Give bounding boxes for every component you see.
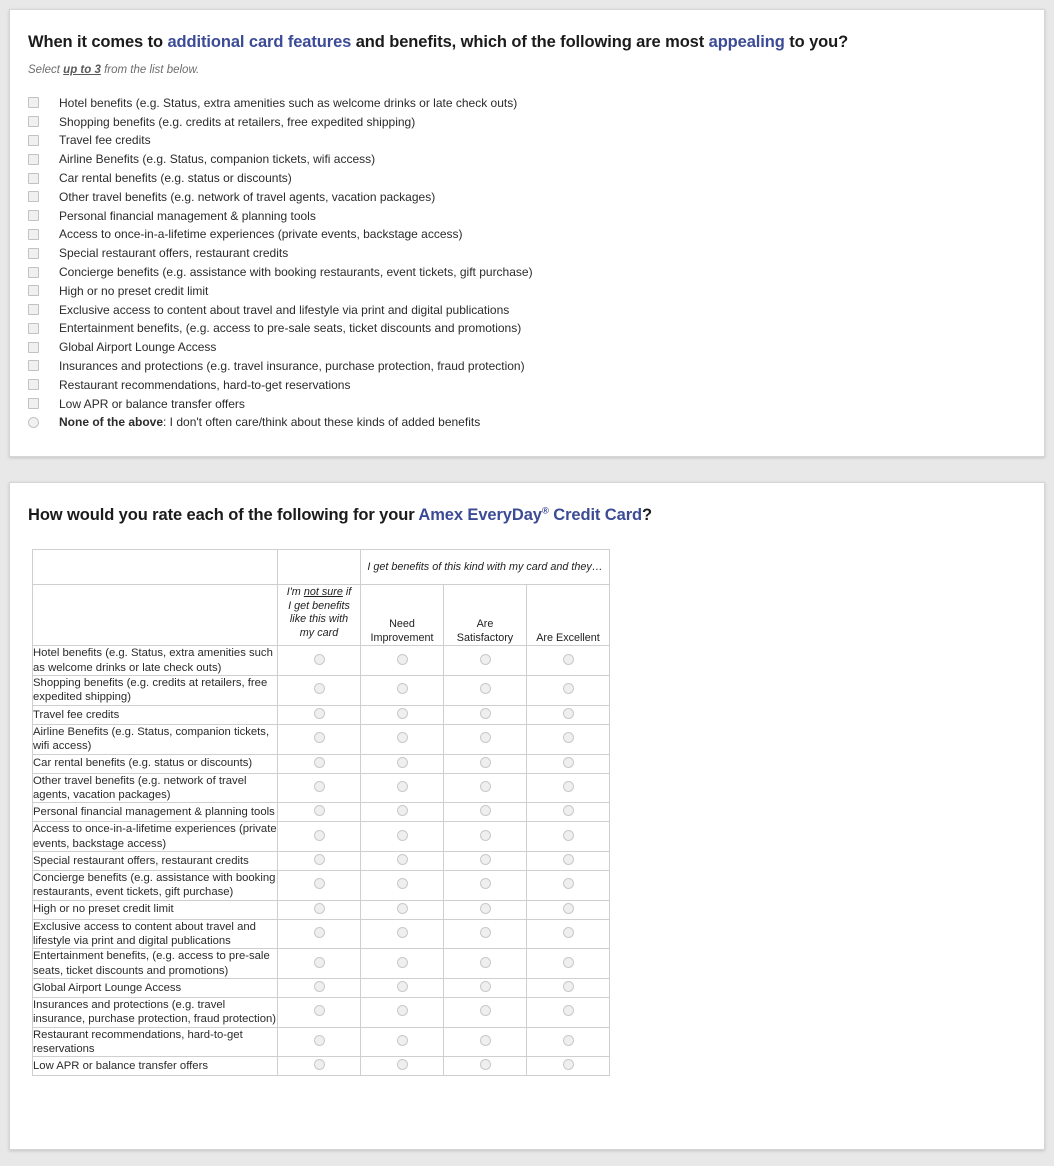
matrix-option-cell[interactable] (361, 997, 444, 1027)
matrix-option-cell[interactable] (278, 949, 361, 979)
option-label[interactable]: Hotel benefits (e.g. Status, extra amenities such as welcome drinks or late check outs) (59, 95, 518, 110)
matrix-option-cell[interactable] (278, 978, 361, 997)
matrix-option-cell[interactable] (444, 676, 527, 706)
matrix-row (33, 997, 610, 1027)
title-text-segment: to you? (784, 33, 849, 51)
matrix-option-cell[interactable] (444, 705, 527, 724)
matrix-row (33, 676, 610, 706)
option-row[interactable] (28, 187, 1044, 206)
option-checkbox[interactable] (28, 229, 39, 240)
matrix-option-cell[interactable] (361, 724, 444, 754)
matrix-option-cell[interactable] (444, 900, 527, 919)
matrix-row-label: Concierge benefits (e.g. assistance with booking restaurants, event tickets, gift purchase) (33, 870, 278, 900)
matrix-option-cell[interactable] (278, 754, 361, 773)
matrix-radio[interactable] (397, 708, 408, 719)
rating-question-title (28, 505, 1044, 526)
instruction-limit: up to 3 (63, 64, 101, 77)
matrix-radio[interactable] (563, 708, 574, 719)
matrix-option-cell[interactable] (527, 949, 610, 979)
matrix-radio[interactable] (397, 683, 408, 694)
matrix-radio[interactable] (480, 830, 491, 841)
option-checkbox[interactable] (28, 342, 39, 353)
features-question-title (28, 32, 1044, 53)
matrix-option-cell[interactable] (278, 822, 361, 852)
option-checkbox[interactable] (28, 248, 39, 259)
matrix-column-header-row (33, 585, 610, 646)
matrix-column-header: Need Improvement (361, 585, 444, 646)
matrix-radio[interactable] (563, 683, 574, 694)
matrix-radio[interactable] (397, 1059, 408, 1070)
matrix-radio[interactable] (563, 981, 574, 992)
matrix-option-cell[interactable] (527, 705, 610, 724)
column-header-emphasis: not sure (303, 586, 343, 599)
matrix-radio[interactable] (480, 805, 491, 816)
matrix-option-cell[interactable] (361, 949, 444, 979)
matrix-radio[interactable] (314, 683, 325, 694)
matrix-radio[interactable] (314, 878, 325, 889)
matrix-option-cell[interactable] (278, 870, 361, 900)
matrix-radio[interactable] (480, 957, 491, 968)
option-row[interactable] (28, 150, 1044, 169)
title-text-segment: ? (642, 506, 652, 524)
matrix-row (33, 803, 610, 822)
matrix-option-cell[interactable] (444, 803, 527, 822)
option-label[interactable] (59, 415, 480, 429)
option-checkbox[interactable] (28, 360, 39, 371)
matrix-radio[interactable] (397, 957, 408, 968)
matrix-option-cell[interactable] (361, 1057, 444, 1076)
matrix-option-cell[interactable] (361, 900, 444, 919)
matrix-radio[interactable] (480, 1005, 491, 1016)
matrix-option-cell[interactable] (444, 822, 527, 852)
title-highlight-segment: appealing (708, 33, 785, 51)
option-row[interactable] (28, 244, 1044, 263)
matrix-row (33, 773, 610, 803)
option-checkbox[interactable] (28, 304, 39, 315)
option-checkbox[interactable] (28, 191, 39, 202)
option-checkbox[interactable] (28, 154, 39, 165)
title-highlight-segment: additional card features (167, 33, 352, 51)
matrix-column-header: I'm not sure if I get benefits like this with my card (278, 585, 361, 646)
matrix-radio[interactable] (314, 732, 325, 743)
matrix-body (33, 646, 610, 1076)
option-row[interactable] (28, 357, 1044, 376)
option-label-emphasis: None of the above (59, 415, 164, 430)
matrix-row (33, 870, 610, 900)
matrix-option-cell[interactable] (361, 851, 444, 870)
matrix-option-cell[interactable] (278, 803, 361, 822)
matrix-option-cell[interactable] (278, 705, 361, 724)
matrix-row (33, 705, 610, 724)
matrix-option-cell[interactable] (361, 803, 444, 822)
matrix-option-cell[interactable] (361, 870, 444, 900)
matrix-radio[interactable] (563, 957, 574, 968)
matrix-radio[interactable] (314, 654, 325, 665)
option-row[interactable] (28, 375, 1044, 394)
matrix-row (33, 822, 610, 852)
option-label[interactable]: Other travel benefits (e.g. network of travel agents, vacation packages) (59, 189, 436, 204)
matrix-option-cell[interactable] (527, 646, 610, 676)
matrix-option-cell[interactable] (278, 851, 361, 870)
matrix-radio[interactable] (480, 732, 491, 743)
matrix-option-cell[interactable] (527, 870, 610, 900)
matrix-option-cell[interactable] (527, 803, 610, 822)
title-text-segment: and benefits, which of the following are most (351, 33, 709, 51)
matrix-radio[interactable] (563, 757, 574, 768)
option-label[interactable]: Special restaurant offers, restaurant credits (59, 246, 289, 261)
instruction-suffix: from the list below. (100, 64, 200, 77)
matrix-option-cell[interactable] (278, 646, 361, 676)
matrix-option-cell[interactable] (278, 676, 361, 706)
option-label-rest: : I don't often care/think about these kinds of added benefits (163, 415, 481, 430)
matrix-radio[interactable] (314, 708, 325, 719)
rating-matrix-wrapper (32, 549, 1044, 1076)
title-highlight-segment: Amex EveryDay (418, 506, 542, 524)
matrix-option-cell[interactable] (361, 978, 444, 997)
matrix-option-cell[interactable] (527, 754, 610, 773)
matrix-column-header: Are Excellent (527, 585, 610, 646)
matrix-option-cell[interactable] (527, 773, 610, 803)
title-highlight-segment: Credit Card (548, 506, 642, 524)
matrix-option-cell[interactable] (444, 851, 527, 870)
matrix-radio[interactable] (314, 805, 325, 816)
matrix-radio[interactable] (397, 757, 408, 768)
matrix-head (33, 550, 610, 646)
option-checkbox[interactable] (28, 323, 39, 334)
matrix-radio[interactable] (563, 878, 574, 889)
matrix-row (33, 1057, 610, 1076)
option-label[interactable]: Entertainment benefits, (e.g. access to pre-sale seats, ticket discounts and promotions) (59, 321, 522, 336)
option-label[interactable]: Airline Benefits (e.g. Status, companion tickets, wifi access) (59, 152, 376, 167)
matrix-radio[interactable] (314, 781, 325, 792)
matrix-corner-blank (33, 550, 278, 585)
matrix-option-cell[interactable] (444, 997, 527, 1027)
matrix-radio[interactable] (480, 757, 491, 768)
matrix-row (33, 978, 610, 997)
option-label[interactable]: High or no preset credit limit (59, 283, 209, 298)
matrix-option-cell[interactable] (361, 1027, 444, 1057)
matrix-radio[interactable] (397, 1005, 408, 1016)
instruction-prefix: Select (28, 64, 64, 77)
option-row[interactable] (28, 93, 1044, 112)
matrix-option-cell[interactable] (361, 822, 444, 852)
option-checkbox[interactable] (28, 379, 39, 390)
matrix-radio[interactable] (563, 654, 574, 665)
matrix-radio[interactable] (480, 683, 491, 694)
matrix-row (33, 900, 610, 919)
matrix-row (33, 949, 610, 979)
matrix-radio[interactable] (314, 927, 325, 938)
matrix-radio[interactable] (563, 781, 574, 792)
matrix-option-cell[interactable] (527, 1057, 610, 1076)
matrix-option-cell[interactable] (278, 724, 361, 754)
option-checkbox[interactable] (28, 97, 39, 108)
matrix-label-column-header (33, 585, 278, 646)
option-row[interactable] (28, 263, 1044, 282)
rating-question-panel (9, 482, 1045, 1150)
matrix-option-cell[interactable] (527, 997, 610, 1027)
features-question-panel (9, 9, 1045, 457)
matrix-option-cell[interactable] (444, 646, 527, 676)
matrix-option-cell[interactable] (527, 676, 610, 706)
matrix-radio[interactable] (480, 1035, 491, 1046)
matrix-radio[interactable] (314, 957, 325, 968)
matrix-option-cell[interactable] (278, 919, 361, 949)
matrix-radio[interactable] (397, 654, 408, 665)
matrix-option-cell[interactable] (444, 949, 527, 979)
option-label[interactable]: Travel fee credits (59, 133, 151, 148)
option-label[interactable]: Concierge benefits (e.g. assistance with booking restaurants, event tickets, gift purchase) (59, 265, 533, 279)
matrix-option-cell[interactable] (527, 851, 610, 870)
matrix-radio[interactable] (397, 781, 408, 792)
matrix-row-label: Car rental benefits (e.g. status or discounts) (33, 754, 278, 773)
option-row[interactable] (28, 112, 1044, 131)
matrix-option-cell[interactable] (527, 822, 610, 852)
option-label[interactable]: Car rental benefits (e.g. status or discounts) (59, 171, 292, 186)
option-label[interactable]: Personal financial management & planning tools (59, 208, 316, 223)
matrix-option-cell[interactable] (361, 754, 444, 773)
option-row[interactable] (28, 413, 1044, 432)
matrix-option-cell[interactable] (361, 705, 444, 724)
matrix-option-cell[interactable] (444, 978, 527, 997)
matrix-radio[interactable] (397, 981, 408, 992)
matrix-row-label: Hotel benefits (e.g. Status, extra amenities such as welcome drinks or late check outs) (33, 646, 278, 676)
matrix-row-label: Other travel benefits (e.g. network of travel agents, vacation packages) (33, 773, 278, 803)
matrix-column-header: Are Satisfactory (444, 585, 527, 646)
option-radio[interactable] (28, 417, 39, 428)
matrix-radio[interactable] (563, 1005, 574, 1016)
option-checkbox[interactable] (28, 285, 39, 296)
matrix-radio[interactable] (480, 878, 491, 889)
title-text-segment: How would you rate each of the following for your (28, 506, 419, 524)
matrix-radio[interactable] (314, 854, 325, 865)
matrix-row-label: Special restaurant offers, restaurant credits (33, 851, 278, 870)
matrix-row-label: Entertainment benefits, (e.g. access to pre-sale seats, ticket discounts and promotions) (33, 949, 278, 979)
option-row[interactable] (28, 131, 1044, 150)
matrix-radio[interactable] (480, 981, 491, 992)
matrix-option-cell[interactable] (278, 900, 361, 919)
matrix-row-label: Insurances and protections (e.g. travel insurance, purchase protection, fraud protection) (33, 998, 277, 1026)
matrix-radio[interactable] (480, 903, 491, 914)
matrix-row-label: Restaurant recommendations, hard-to-get reservations (33, 1027, 278, 1057)
matrix-radio[interactable] (480, 1059, 491, 1070)
matrix-option-cell[interactable] (278, 1057, 361, 1076)
option-row[interactable] (28, 225, 1044, 244)
matrix-radio[interactable] (480, 927, 491, 938)
matrix-option-cell[interactable] (527, 978, 610, 997)
option-row[interactable] (28, 281, 1044, 300)
matrix-row-label: Personal financial management & planning tools (33, 803, 278, 822)
matrix-row-label: Access to once-in-a-lifetime experiences (private events, backstage access) (33, 823, 277, 850)
matrix-row-label: Travel fee credits (33, 705, 278, 724)
option-checkbox[interactable] (28, 135, 39, 146)
features-option-list (28, 93, 1044, 431)
rating-matrix-table (32, 549, 610, 1076)
option-label[interactable]: Access to once-in-a-lifetime experiences (private events, backstage access) (59, 227, 463, 242)
matrix-radio[interactable] (480, 654, 491, 665)
matrix-radio[interactable] (397, 878, 408, 889)
option-label[interactable]: Restaurant recommendations, hard-to-get reservations (59, 377, 351, 392)
matrix-option-cell[interactable] (444, 724, 527, 754)
option-row[interactable] (28, 169, 1044, 188)
matrix-radio[interactable] (563, 732, 574, 743)
matrix-row (33, 754, 610, 773)
matrix-option-cell[interactable] (444, 773, 527, 803)
option-label[interactable]: Global Airport Lounge Access (59, 340, 217, 355)
matrix-option-cell[interactable] (361, 676, 444, 706)
matrix-row (33, 919, 610, 949)
matrix-group-header-row (33, 550, 610, 585)
matrix-radio[interactable] (563, 903, 574, 914)
matrix-radio[interactable] (314, 1059, 325, 1070)
matrix-radio[interactable] (563, 1035, 574, 1046)
option-checkbox[interactable] (28, 173, 39, 184)
matrix-radio[interactable] (397, 805, 408, 816)
matrix-row-label: Exclusive access to content about travel and lifestyle via print and digital publications (33, 919, 278, 949)
option-checkbox[interactable] (28, 398, 39, 409)
option-checkbox[interactable] (28, 210, 39, 221)
matrix-option-cell[interactable] (527, 1027, 610, 1057)
matrix-radio[interactable] (314, 903, 325, 914)
matrix-radio[interactable] (563, 830, 574, 841)
option-checkbox[interactable] (28, 116, 39, 127)
option-label[interactable]: Shopping benefits (e.g. credits at retailers, free expedited shipping) (59, 114, 416, 129)
matrix-option-cell[interactable] (278, 997, 361, 1027)
option-label[interactable]: Insurances and protections (e.g. travel insurance, purchase protection, fraud protection) (59, 358, 525, 373)
matrix-radio[interactable] (397, 927, 408, 938)
matrix-option-cell[interactable] (361, 646, 444, 676)
matrix-option-cell[interactable] (527, 900, 610, 919)
matrix-row (33, 724, 610, 754)
matrix-option-cell[interactable] (527, 919, 610, 949)
option-row[interactable] (28, 300, 1044, 319)
matrix-radio[interactable] (397, 1035, 408, 1046)
option-label[interactable]: Low APR or balance transfer offers (59, 396, 245, 411)
registered-mark-icon: ® (541, 505, 549, 517)
matrix-row (33, 1027, 610, 1057)
matrix-option-cell[interactable] (444, 870, 527, 900)
matrix-option-cell[interactable] (278, 1027, 361, 1057)
matrix-row-label: Shopping benefits (e.g. credits at retailers, free expedited shipping) (33, 676, 278, 706)
matrix-row (33, 646, 610, 676)
title-text-segment: When it comes to (28, 33, 168, 51)
matrix-option-cell[interactable] (444, 1057, 527, 1076)
matrix-radio[interactable] (314, 981, 325, 992)
features-instruction (28, 64, 1044, 76)
option-label[interactable]: Exclusive access to content about travel and lifestyle via print and digital publications (59, 302, 510, 317)
matrix-option-cell[interactable] (361, 919, 444, 949)
matrix-radio[interactable] (397, 854, 408, 865)
matrix-row-label: Low APR or balance transfer offers (33, 1057, 278, 1076)
matrix-radio[interactable] (397, 732, 408, 743)
matrix-radio[interactable] (480, 781, 491, 792)
option-row[interactable] (28, 206, 1044, 225)
matrix-radio[interactable] (563, 805, 574, 816)
matrix-radio[interactable] (480, 854, 491, 865)
matrix-row (33, 851, 610, 870)
matrix-radio[interactable] (314, 830, 325, 841)
matrix-radio[interactable] (563, 854, 574, 865)
matrix-option-cell[interactable] (527, 724, 610, 754)
matrix-row-label: Global Airport Lounge Access (33, 978, 278, 997)
matrix-row-label: High or no preset credit limit (33, 900, 278, 919)
matrix-option-cell[interactable] (444, 919, 527, 949)
matrix-radio[interactable] (314, 1005, 325, 1016)
matrix-radio[interactable] (480, 708, 491, 719)
option-row[interactable] (28, 394, 1044, 413)
matrix-option-cell[interactable] (278, 773, 361, 803)
matrix-option-cell[interactable] (361, 773, 444, 803)
matrix-radio[interactable] (314, 757, 325, 768)
matrix-radio[interactable] (314, 1035, 325, 1046)
matrix-group-header: I get benefits of this kind with my card and they… (361, 550, 610, 585)
option-row[interactable] (28, 319, 1044, 338)
matrix-radio[interactable] (563, 1059, 574, 1070)
option-row[interactable] (28, 338, 1044, 357)
matrix-radio[interactable] (563, 927, 574, 938)
option-checkbox[interactable] (28, 267, 39, 278)
matrix-notsure-blank (278, 550, 361, 585)
matrix-option-cell[interactable] (444, 754, 527, 773)
matrix-radio[interactable] (397, 903, 408, 914)
matrix-row-label: Airline Benefits (e.g. Status, companion tickets, wifi access) (33, 724, 278, 754)
matrix-option-cell[interactable] (444, 1027, 527, 1057)
matrix-radio[interactable] (397, 830, 408, 841)
